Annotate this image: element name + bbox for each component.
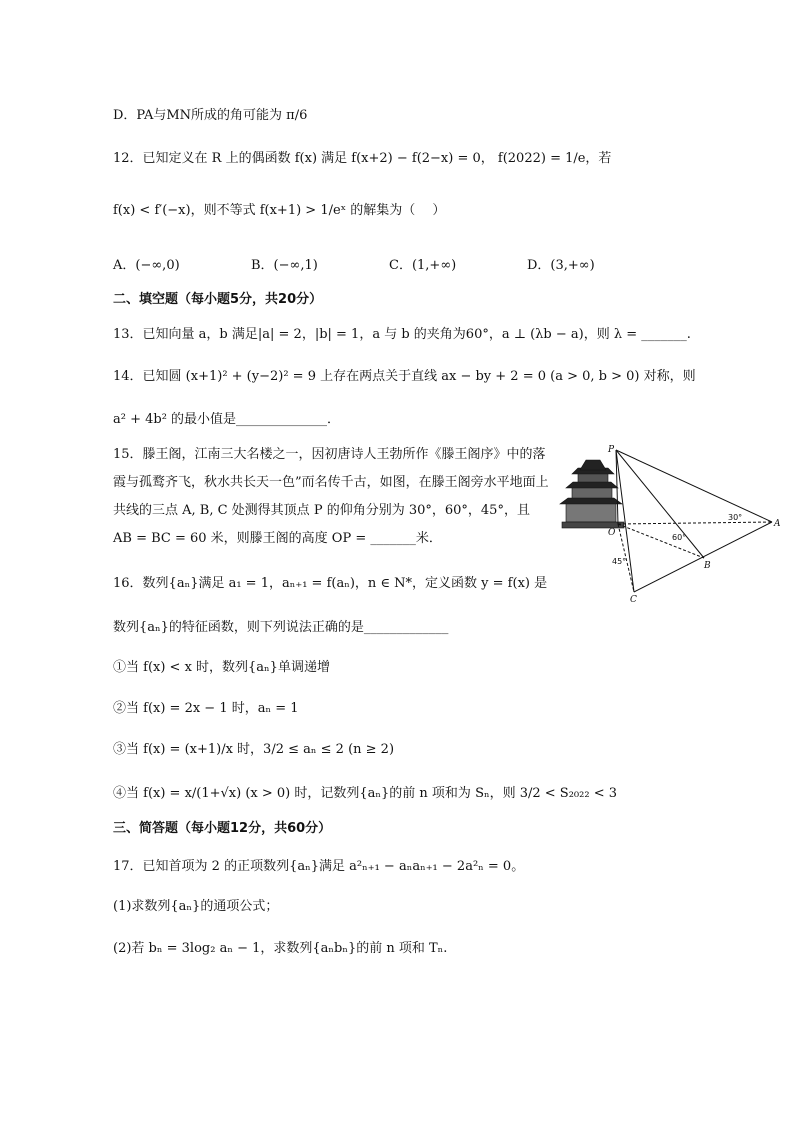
q16-item-2: ②当 f(x) = 2x − 1 时，aₙ = 1 (113, 701, 299, 716)
q16-line1: 16．数列{aₙ}满足 a₁ = 1，aₙ₊₁ = f(aₙ)，n ∈ N*，定义函数 y = f(x) 是 (113, 576, 548, 591)
section-fill-in: 二、填空题（每小题5分，共20分） (113, 292, 323, 307)
label-b: B (704, 561, 711, 571)
q12-option-c: C．(1,+∞) (389, 258, 457, 273)
q17-part1: (1)求数列{aₙ}的通项公式； (113, 899, 279, 914)
tengwang-pavilion-figure (556, 444, 784, 604)
q16-item-4: ④当 f(x) = x/(1+√x) (x > 0) 时，记数列{aₙ}的前 n 项和为 Sₙ，则 3/2 < S₂₀₂₂ < 3 (113, 786, 617, 801)
q12-line1: 12．已知定义在 R 上的偶函数 f(x) 满足 f(x+2) − f(2−x) = 0， f(2022) = 1/e，若 (113, 151, 612, 166)
angle-30: 30° (728, 513, 743, 522)
q12-options (113, 254, 673, 273)
q16-item-3: ③当 f(x) = (x+1)/x 时，3/2 ≤ aₙ ≤ 2 (n ≥ 2) (113, 742, 395, 757)
q15-text: 15．滕王阁，江南三大名楼之一，因初唐诗人王勃所作《滕王阁序》中的落霞与孤鹜齐飞，秋水共长天一色”而名传千古，如图，在滕王阁旁水平地面上共线的三点 A, B, C 处测得其顶点 P 的仰角分别为 30°，60°，45°，且 AB = BC = 60 米，则滕王阁的高度 OP = _______米． (113, 447, 549, 546)
q14-line2: a² + 4b² 的最小值是______________． (113, 412, 341, 427)
q12-line2: f(x) < f′(−x)，则不等式 f(x+1) > 1/eˣ 的解集为（ ） (113, 203, 446, 218)
label-o: O (608, 528, 616, 538)
pavilion-drawing (560, 460, 624, 528)
q12-option-d: D．(3,+∞) (527, 258, 595, 273)
q13: 13．已知向量 a，b 满足|a| = 2，|b| = 1，a 与 b 的夹角为60°，a ⊥ (λb − a)，则 λ = _______. (113, 327, 691, 342)
q14-line1: 14．已知圆 (x+1)² + (y−2)² = 9 上存在两点关于直线 ax − by + 2 = 0 (a > 0, b > 0) 对称，则 (113, 369, 696, 384)
section-short-answer: 三、简答题（每小题12分，共60分） (113, 821, 332, 836)
angle-45: 45° (612, 557, 627, 566)
q17: 17．已知首项为 2 的正项数列{aₙ}满足 a²ₙ₊₁ − aₙaₙ₊₁ − 2a²ₙ = 0。 (113, 859, 525, 874)
q11-option-d: D．PA与MN所成的角可能为 π/6 (113, 108, 308, 123)
q16-item-1: ①当 f(x) < x 时，数列{aₙ}单调递增 (113, 660, 330, 675)
q12-option-b: B．(−∞,1) (251, 258, 318, 273)
q12-option-a: A．(−∞,0) (113, 258, 180, 273)
label-a: A (774, 519, 781, 529)
angle-60: 60° (672, 533, 687, 542)
q16-line2: 数列{aₙ}的特征函数，则下列说法正确的是_____________ (113, 620, 449, 635)
q17-part2: (2)若 bₙ = 3log₂ aₙ − 1，求数列{aₙbₙ}的前 n 项和 Tₙ. (113, 941, 448, 956)
label-c: C (630, 595, 637, 604)
label-p: P (608, 445, 615, 455)
